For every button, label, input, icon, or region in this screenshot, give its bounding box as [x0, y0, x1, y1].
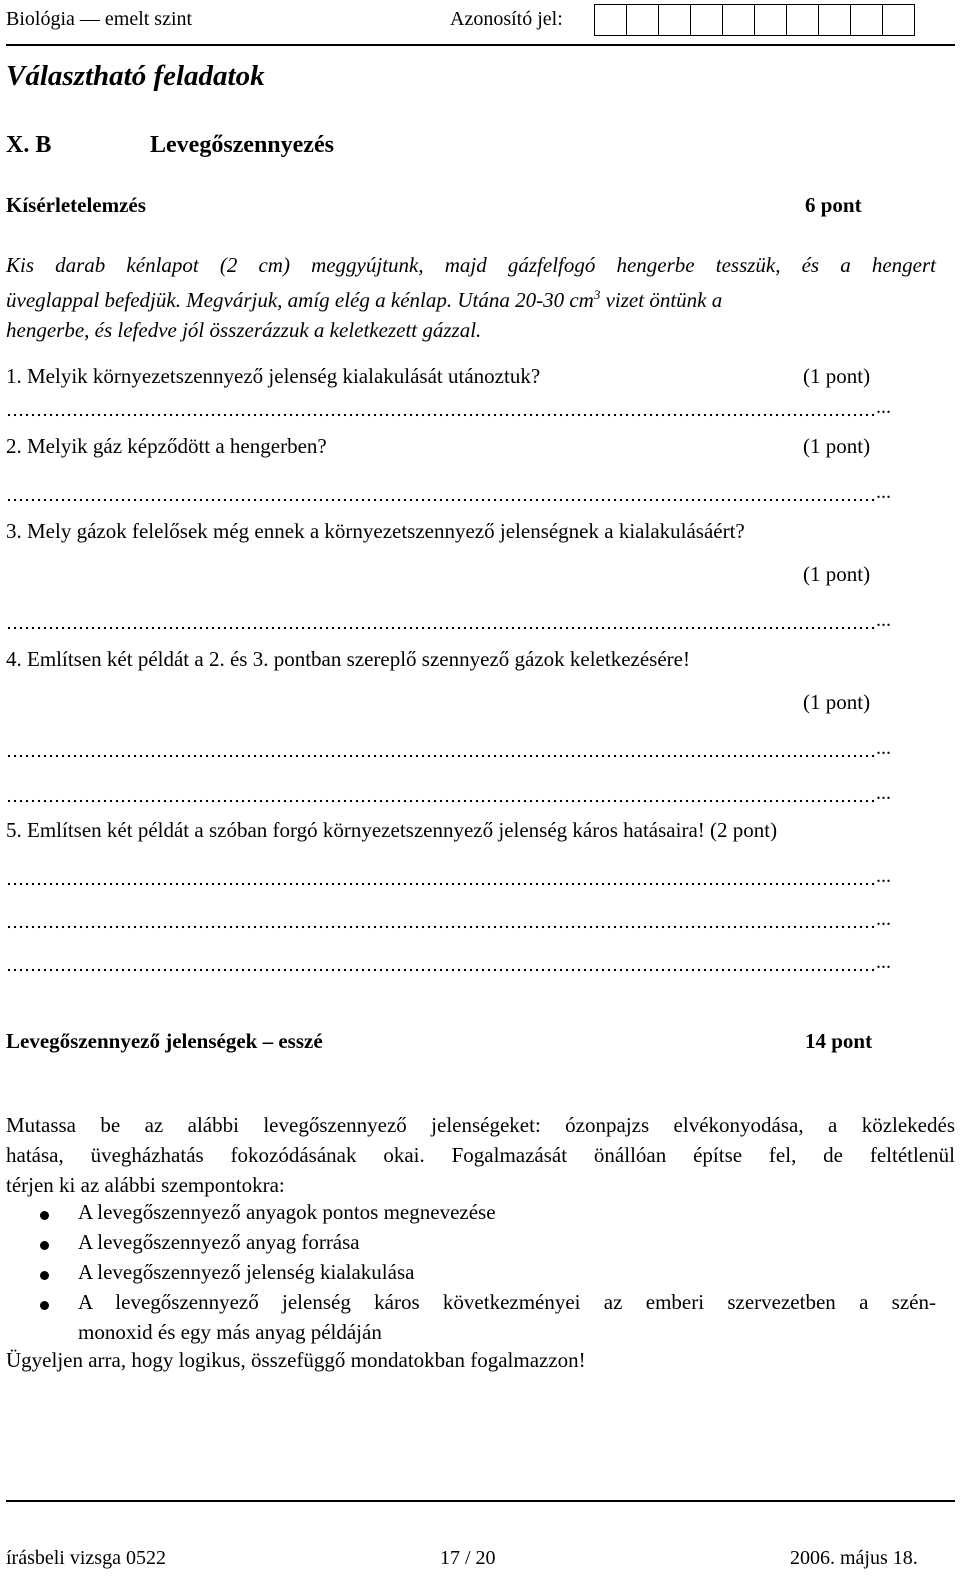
header-id-label: Azonosító jel: [450, 8, 563, 30]
answer-line-tail: ... [876, 951, 891, 973]
answer-line-tail: ... [876, 908, 891, 930]
section-title: Választható feladatok [6, 60, 265, 92]
question-3: 3. Mely gázok felelősek még ennek a környezetszennyező jelenségnek a kialakulásáért? [6, 519, 745, 543]
essay-closing: Ügyeljen arra, hogy logikus, összefüggő mondatokban fogalmazzon! [6, 1348, 586, 1372]
essay-bullet-continuation: monoxid és egy más anyag példáján [78, 1320, 382, 1344]
essay-intro-line: térjen ki az alábbi szempontokra: [6, 1173, 285, 1197]
experiment-points: 6 pont [805, 193, 862, 217]
essay-intro-line: Mutassa be az alábbi levegőszennyező jelenségeket: ózonpajzs elvékonyodása, a közlekedés [6, 1113, 955, 1137]
answer-line-tail: ... [876, 865, 891, 887]
answer-line[interactable] [6, 968, 876, 972]
answer-line[interactable] [6, 925, 876, 929]
essay-intro-line: hatása, üvegházhatás fokozódásának okai. Fogalmazását önállóan építse fel, de feltétlenül [6, 1143, 955, 1167]
essay-heading: Levegőszennyező jelenségek – esszé [6, 1029, 323, 1053]
id-box[interactable] [818, 4, 851, 36]
answer-line-tail: ... [876, 737, 891, 759]
question-1: 1. Melyik környezetszennyező jelenség kialakulását utánoztuk? [6, 364, 541, 388]
intro-line-text: vizet öntünk a [600, 288, 723, 312]
id-box[interactable] [626, 4, 659, 36]
id-box[interactable] [786, 4, 819, 36]
answer-line-tail: ... [876, 396, 891, 418]
answer-line-tail: ... [876, 782, 891, 804]
bullet-dot [40, 1301, 49, 1310]
question-4: 4. Említsen két példát a 2. és 3. pontban szereplő szennyező gázok keletkezésére! [6, 647, 690, 671]
answer-line[interactable] [6, 799, 876, 803]
experiment-intro [6, 250, 936, 345]
id-box[interactable] [850, 4, 883, 36]
answer-line-tail: ... [876, 481, 891, 503]
answer-line[interactable] [6, 754, 876, 758]
bullet-dot [40, 1211, 49, 1220]
id-box[interactable] [690, 4, 723, 36]
footer-rule [6, 1500, 955, 1502]
header-rule [6, 44, 955, 46]
question-2: 2. Melyik gáz képződött a hengerben? [6, 434, 327, 458]
id-box[interactable] [658, 4, 691, 36]
essay-bullet: A levegőszennyező anyagok pontos megnevezése [78, 1200, 496, 1224]
task-title: Levegőszennyezés [150, 132, 334, 158]
question-5: 5. Említsen két példát a szóban forgó környezetszennyező jelenség káros hatásaira! (2 pont) [6, 818, 778, 842]
essay-points: 14 pont [805, 1029, 873, 1053]
experiment-heading: Kísérletelemzés [6, 193, 146, 217]
bullet-dot [40, 1241, 49, 1250]
task-code: X. B [6, 132, 52, 158]
answer-line[interactable] [6, 498, 876, 502]
answer-line[interactable] [6, 626, 876, 630]
answer-line[interactable] [6, 882, 876, 886]
question-1-points: (1 pont) [803, 364, 871, 388]
answer-line-tail: ... [876, 609, 891, 631]
intro-line-text: üveglappal befedjük. Megvárjuk, amíg elég a kénlap. Utána 20-30 cm [6, 288, 594, 312]
answer-line[interactable] [6, 413, 876, 417]
essay-bullet: A levegőszennyező anyag forrása [78, 1230, 360, 1254]
question-3-points: (1 pont) [803, 562, 871, 586]
essay-intro [6, 1110, 955, 1200]
intro-line [6, 280, 936, 315]
intro-line: hengerbe, és lefedve jól összerázzuk a keletkezett gázzal. [6, 318, 482, 342]
id-box[interactable] [754, 4, 787, 36]
essay-bullet: A levegőszennyező jelenség kialakulása [78, 1260, 415, 1284]
intro-line: Kis darab kénlapot (2 cm) meggyújtunk, majd gázfelfogó hengerbe tesszük, és a hengert [6, 253, 936, 277]
question-2-points: (1 pont) [803, 434, 871, 458]
question-4-points: (1 pont) [803, 690, 871, 714]
footer-date: 2006. május 18. [790, 1547, 918, 1569]
id-box[interactable] [882, 4, 915, 36]
header-subject: Biológia — emelt szint [6, 8, 193, 30]
superscript: 3 [593, 287, 601, 302]
id-box[interactable] [594, 4, 627, 36]
footer-exam: írásbeli vizsga 0522 [6, 1547, 166, 1569]
bullet-dot [40, 1271, 49, 1280]
essay-bullet: A levegőszennyező jelenség káros következményei az emberi szervezetben a szén- [78, 1290, 936, 1314]
footer-page-number: 17 / 20 [440, 1547, 496, 1569]
id-box[interactable] [722, 4, 755, 36]
